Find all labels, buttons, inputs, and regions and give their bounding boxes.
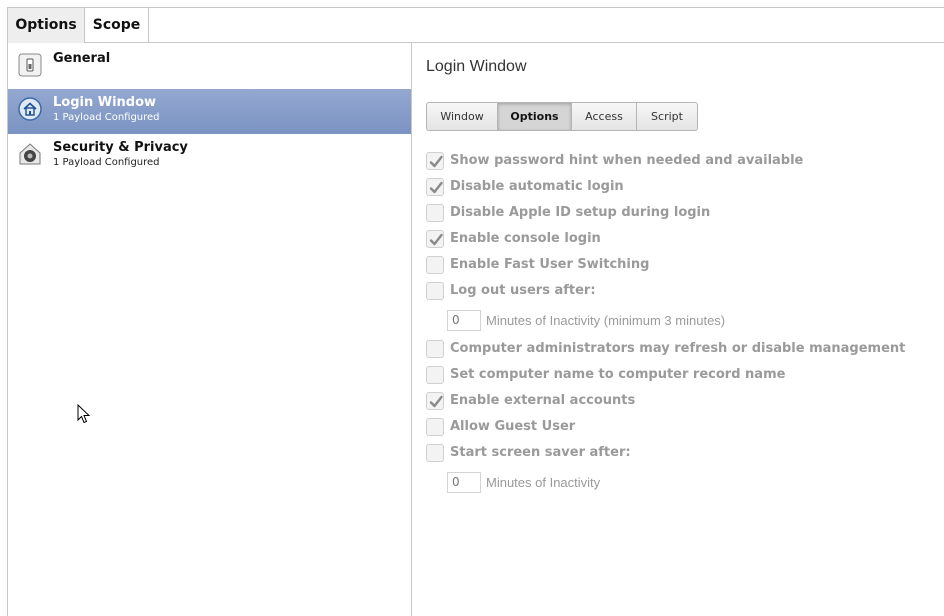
logout-minutes-input[interactable]: 0 [447, 310, 481, 331]
payload-login-window-count: 1 Payload Configured [53, 112, 160, 123]
option-label: Start screen saver after: [450, 445, 631, 460]
checkbox[interactable] [426, 418, 444, 436]
subtab-access[interactable]: Access [572, 103, 637, 130]
checkbox[interactable] [426, 282, 444, 300]
section-title: Login Window [426, 58, 527, 75]
option-label: Set computer name to computer record name [450, 367, 786, 382]
payload-security-privacy[interactable] [8, 134, 411, 179]
option-label: Disable Apple ID setup during login [450, 205, 711, 220]
checkbox[interactable] [426, 392, 444, 410]
checkbox[interactable] [426, 444, 444, 462]
option-label: Enable console login [450, 231, 601, 246]
screensaver-minutes-label: Minutes of Inactivity [486, 475, 601, 490]
tab-options[interactable]: Options [8, 8, 85, 43]
payload-general[interactable] [8, 45, 411, 90]
payload-login-window-label: Login Window [53, 95, 157, 110]
option-label: Enable Fast User Switching [450, 257, 650, 272]
checkbox[interactable] [426, 340, 444, 358]
payload-login-window[interactable] [8, 89, 411, 134]
logout-minutes-label: Minutes of Inactivity (minimum 3 minutes) [486, 313, 726, 328]
checkbox[interactable] [426, 256, 444, 274]
checkmark-icon [428, 154, 444, 170]
security-house-icon [18, 142, 42, 166]
checkbox[interactable] [426, 366, 444, 384]
checkbox[interactable] [426, 152, 444, 170]
payload-security-privacy-label: Security & Privacy [53, 140, 188, 155]
option-label: Log out users after: [450, 283, 596, 298]
screensaver-minutes-input[interactable]: 0 [447, 472, 481, 493]
sub-tab-bar [426, 102, 698, 131]
checkbox[interactable] [426, 204, 444, 222]
option-label: Allow Guest User [450, 419, 576, 434]
top-tab-bar [7, 7, 944, 43]
subtab-script[interactable]: Script [651, 110, 683, 123]
option-label: Computer administrators may refresh or disable management [450, 341, 906, 356]
checkmark-icon [428, 180, 444, 196]
payload-general-label: General [53, 51, 111, 66]
option-label: Disable automatic login [450, 179, 624, 194]
option-label: Enable external accounts [450, 393, 636, 408]
payload-security-privacy-count: 1 Payload Configured [53, 157, 160, 168]
checkbox[interactable] [426, 178, 444, 196]
home-icon [18, 97, 42, 121]
option-label: Show password hint when needed and available [450, 153, 804, 168]
tab-scope[interactable]: Scope [85, 8, 149, 43]
checkmark-icon [428, 394, 444, 410]
subtab-window[interactable]: Window [427, 103, 498, 130]
checkmark-icon [428, 232, 444, 248]
subtab-options[interactable]: Options [498, 103, 572, 130]
mouse-cursor-icon [77, 404, 91, 428]
payload-list [7, 43, 412, 616]
checkbox[interactable] [426, 230, 444, 248]
general-switch-icon [18, 53, 42, 77]
